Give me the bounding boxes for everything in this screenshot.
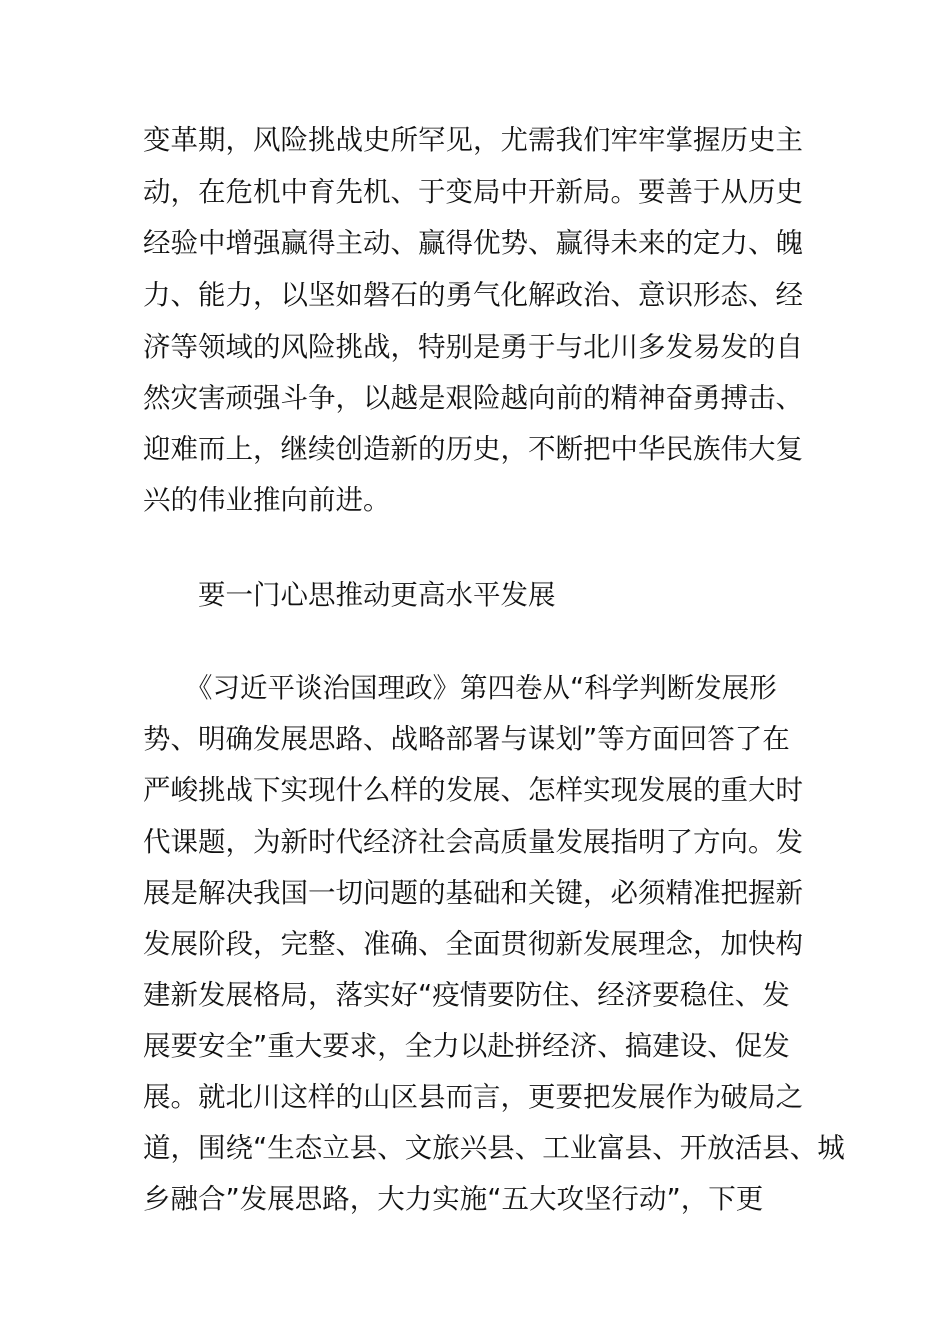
paragraph-2-line: 展是解决我国一切问题的基础和关键，必须精准把握新 bbox=[143, 877, 803, 909]
paragraph-2-line: 乡融合”发展思路，大力实施“五大攻坚行动”，下更 bbox=[143, 1183, 764, 1215]
paragraph-1-line: 经验中增强赢得主动、赢得优势、赢得未来的定力、魄 bbox=[143, 227, 803, 259]
paragraph-2-line: 代课题，为新时代经济社会高质量发展指明了方向。发 bbox=[143, 826, 803, 858]
paragraph-2-line: 发展阶段，完整、准确、全面贯彻新发展理念，加快构 bbox=[143, 928, 803, 960]
paragraph-2-line: 《习近平谈治国理政》第四卷从“科学判断发展形 bbox=[185, 672, 777, 704]
paragraph-2-line: 严峻挑战下实现什么样的发展、怎样实现发展的重大时 bbox=[143, 774, 803, 806]
paragraph-2-line: 势、明确发展思路、战略部署与谋划”等方面回答了在 bbox=[143, 723, 790, 755]
paragraph-2-line: 展。就北川这样的山区县而言，更要把发展作为破局之 bbox=[143, 1081, 803, 1113]
paragraph-1-line: 迎难而上，继续创造新的历史，不断把中华民族伟大复 bbox=[143, 433, 803, 465]
paragraph-1-line: 力、能力，以坚如磐石的勇气化解政治、意识形态、经 bbox=[143, 279, 803, 311]
paragraph-1-line: 济等领域的风险挑战，特别是勇于与北川多发易发的自 bbox=[143, 331, 803, 363]
paragraph-1-line: 兴的伟业推向前进。 bbox=[143, 484, 391, 516]
paragraph-2-line: 建新发展格局，落实好“疫情要防住、经济要稳住、发 bbox=[143, 979, 790, 1011]
section-heading: 要一门心思推动更高水平发展 bbox=[198, 579, 556, 611]
paragraph-2-line: 展要安全”重大要求，全力以赴拼经济、搞建设、促发 bbox=[143, 1030, 790, 1062]
paragraph-1-line: 变革期，风险挑战史所罕见，尤需我们牢牢掌握历史主 bbox=[143, 124, 803, 156]
paragraph-1-line: 动，在危机中育先机、于变局中开新局。要善于从历史 bbox=[143, 176, 803, 208]
paragraph-1-line: 然灾害顽强斗争，以越是艰险越向前的精神奋勇搏击、 bbox=[143, 382, 803, 414]
paragraph-2-line: 道，围绕“生态立县、文旅兴县、工业富县、开放活县、城 bbox=[143, 1132, 845, 1164]
